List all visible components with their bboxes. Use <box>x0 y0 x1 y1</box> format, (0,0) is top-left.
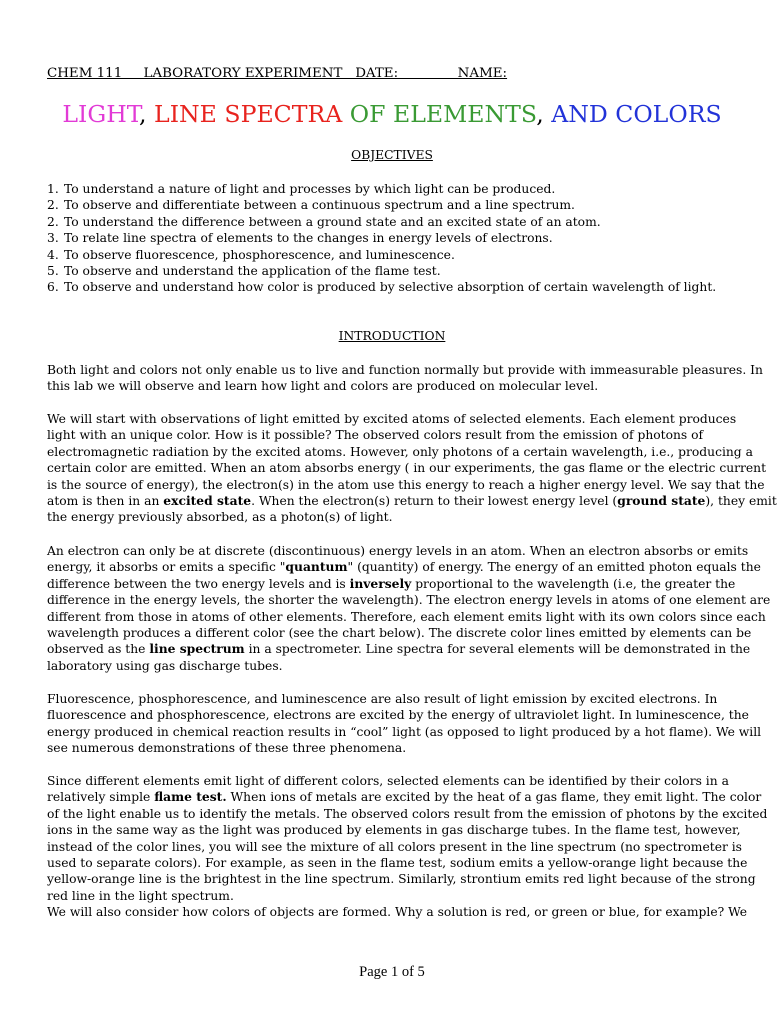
introduction-heading: INTRODUCTION <box>338 329 446 343</box>
objective-item <box>47 263 716 279</box>
objective-item <box>47 247 716 263</box>
text-line: see numerous demonstrations of these three phenomena. <box>47 741 407 756</box>
objective-item <box>47 214 716 230</box>
text-line: energy produced in chemical reaction results in “cool” light (as opposed to light produced by a hot flame). We will <box>47 724 762 739</box>
title-part-and-colors: AND COLORS <box>551 100 722 128</box>
objective-number: 2. <box>47 214 59 229</box>
objective-text: To observe and differentiate between a continuous spectrum and a line spectrum. <box>64 198 575 213</box>
text-line: Fluorescence, phosphorescence, and luminescence are also result of light emission by excited electrons. In <box>47 692 718 706</box>
title-part-light: LIGHT <box>62 100 140 128</box>
text-line: difference in the energy levels, the shorter the wavelength). The electron energy levels in atoms of one element are <box>47 593 771 608</box>
objective-number: 6. <box>47 280 59 295</box>
text-line: Since different elements emit light of different colors, selected elements can be identified by their colors in a <box>47 774 729 788</box>
text-run: ), they emit <box>705 494 777 509</box>
objective-number: 2. <box>47 198 59 213</box>
text-line <box>47 559 761 575</box>
text-run: atom is then in an <box>47 494 164 509</box>
text-line: We will start with observations of light emitted by excited atoms of selected elements. Each element produces <box>47 412 737 426</box>
objective-text: To observe and understand the application of the flame test. <box>64 264 441 279</box>
objective-number: 5. <box>47 264 59 279</box>
text-run: " (quantity) of energy. The energy of an emitted photon equals the <box>347 560 761 575</box>
text-line <box>47 493 777 509</box>
text-run: energy, it absorbs or emits a specific " <box>47 560 286 575</box>
text-line: ions in the same way as the light was produced by elements in gas discharge tubes. In the flame test, however, <box>47 823 741 838</box>
objective-number: 3. <box>47 231 59 246</box>
objectives-list <box>47 181 716 296</box>
title-separator <box>342 100 350 128</box>
text-run: When ions of metals are excited by the heat of a gas flame, they emit light. The color <box>226 790 762 805</box>
text-line <box>47 641 751 657</box>
text-line: electromagnetic radiation by the excited atoms. However, only photons of a certain wavelength, i.e., producing a <box>47 444 753 459</box>
document-title <box>0 100 784 128</box>
title-part-of-elements: OF ELEMENTS <box>349 100 537 128</box>
text-run: observed as the <box>47 642 150 657</box>
text-line: wavelength produces a different color (see the chart below). The discrete color lines emitted by elements can be <box>47 626 752 641</box>
objective-number: 1. <box>47 182 59 196</box>
intro-paragraph-5 <box>47 773 768 921</box>
text-line: the energy previously absorbed, as a photon(s) of light. <box>47 510 393 525</box>
page-number: Page 1 of 5 <box>359 964 425 980</box>
objective-number: 4. <box>47 247 59 262</box>
term-excited-state: excited state <box>163 493 252 509</box>
objective-item <box>47 181 716 197</box>
text-line: of the light enable us to identify the metals. The observed colors result from the emission of photons by the excited <box>47 806 768 821</box>
text-run: relatively simple <box>47 790 155 805</box>
intro-paragraph-4 <box>47 691 762 757</box>
objective-text: To understand a nature of light and processes by which light can be produced. <box>64 182 556 196</box>
objective-text: To understand the difference between a ground state and an excited state of an atom. <box>64 214 601 229</box>
text-run: . When the electron(s) return to their lowest energy level ( <box>251 494 618 509</box>
term-inversely: inversely <box>349 575 412 591</box>
text-line: Both light and colors not only enable us to live and function normally but provide with immeasurable pleasures. In <box>47 363 763 377</box>
objective-text: To relate line spectra of elements to the changes in energy levels of electrons. <box>64 231 553 246</box>
text-line: red line in the light spectrum. <box>47 888 234 903</box>
objective-item <box>47 279 716 295</box>
objectives-heading: OBJECTIVES <box>351 148 433 162</box>
term-line-spectrum: line spectrum <box>149 641 245 657</box>
text-line <box>47 576 747 592</box>
lab-header: CHEM 111 LABORATORY EXPERIMENT DATE: NAME: <box>47 66 508 81</box>
objective-text: To observe fluorescence, phosphorescence, and luminescence. <box>64 247 455 262</box>
term-quantum: quantum <box>285 559 348 575</box>
text-run: difference between the two energy levels and is <box>47 576 350 591</box>
text-line: certain color are emitted. When an atom absorbs energy ( in our experiments, the gas flame or the electric current <box>47 461 767 476</box>
objective-item <box>47 230 716 246</box>
text-line: used to separate colors). For example, as seen in the flame test, sodium emits a yellow-orange light because the <box>47 856 748 871</box>
text-line: different from those in atoms of other elements. Therefore, each element emits light with its own colors since each <box>47 609 766 624</box>
text-line <box>47 789 762 805</box>
term-flame-test: flame test. <box>154 789 227 805</box>
text-line: fluorescence and phosphorescence, electrons are excited by the energy of ultraviolet light. In luminescence, the <box>47 708 749 723</box>
objective-text: To observe and understand how color is produced by selective absorption of certain wavelength of light. <box>64 280 717 295</box>
intro-paragraph-2 <box>47 411 777 526</box>
text-line: is the source of energy), the electron(s) in the atom use this energy to reach a higher energy level. We say that the <box>47 477 765 492</box>
text-run: proportional to the wavelength (i.e, the greater the <box>411 576 736 591</box>
text-line: this lab we will observe and learn how light and colors are produced on molecular level. <box>47 379 599 394</box>
text-line: laboratory using gas discharge tubes. <box>47 658 283 673</box>
objective-item <box>47 197 716 213</box>
text-line: light with an unique color. How is it possible? The observed colors result from the emission of photons of <box>47 428 704 443</box>
intro-paragraph-3 <box>47 543 771 674</box>
text-line: We will also consider how colors of objects are formed. Why a solution is red, or green or blue, for example? We <box>47 905 748 920</box>
title-separator: , <box>536 100 552 128</box>
intro-paragraph-1 <box>47 362 763 395</box>
text-line: An electron can only be at discrete (discontinuous) energy levels in an atom. When an electron absorbs or emits <box>47 544 749 558</box>
text-line: instead of the color lines, you will see the mixture of all colors present in the line spectrum (no spectrometer is <box>47 839 742 854</box>
title-separator: , <box>139 100 155 128</box>
text-line: yellow-orange line is the brightest in the line spectrum. Similarly, strontium emits red light because of the strong <box>47 872 756 887</box>
text-run: in a spectrometer. Line spectra for several elements will be demonstrated in the <box>244 642 751 657</box>
term-ground-state: ground state <box>617 493 706 509</box>
title-part-line-spectra: LINE SPECTRA <box>154 100 343 128</box>
